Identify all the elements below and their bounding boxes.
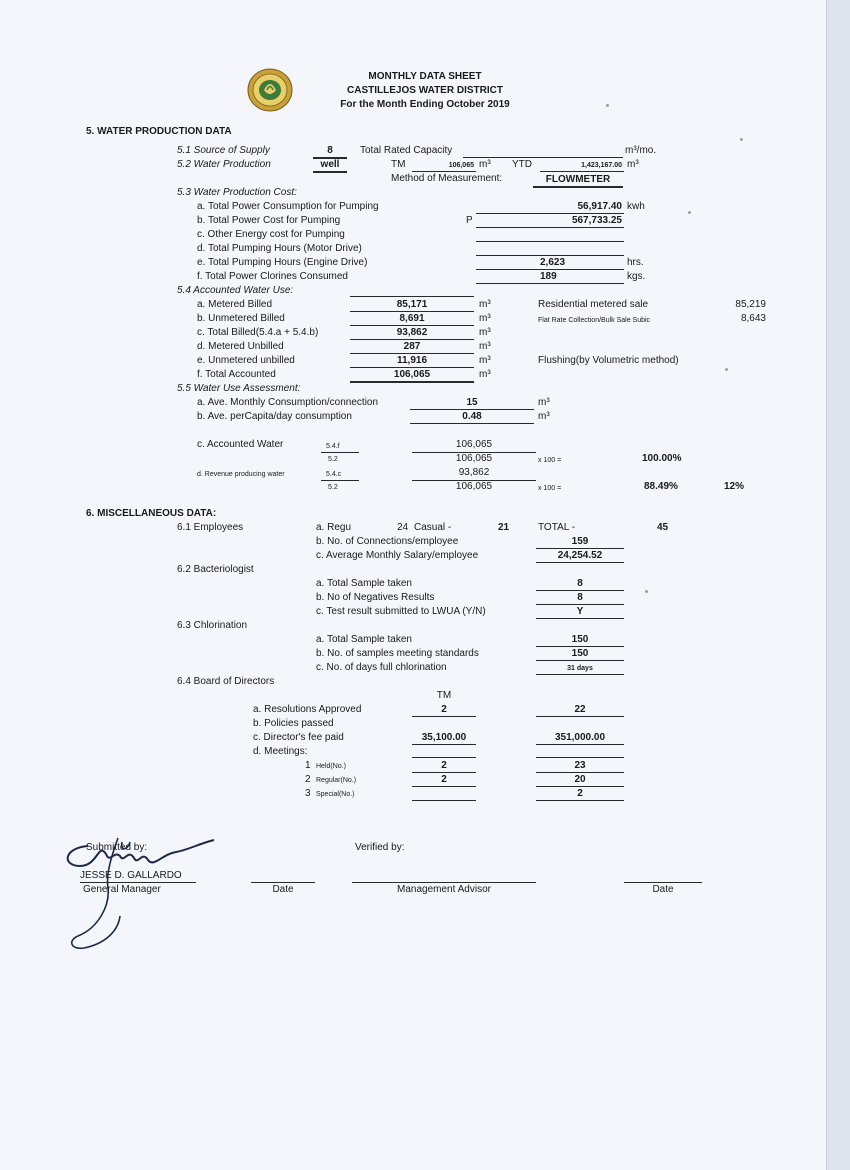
underline — [476, 269, 624, 270]
meeting-ytd: 20 — [574, 774, 586, 785]
meetings-label: d. Meetings: — [253, 746, 308, 757]
residential-value: 85,219 — [735, 299, 766, 310]
bact-row-label: b. No of Negatives Results — [316, 592, 435, 603]
accounted-den: 106,065 — [455, 453, 493, 464]
cost-item: e. Total Pumping Hours (Engine Drive) — [197, 257, 368, 268]
underline — [540, 171, 624, 172]
underline — [313, 171, 347, 173]
accounted-num: 106,065 — [455, 439, 493, 450]
meeting-tm: 2 — [441, 774, 447, 785]
advisor-line — [352, 882, 536, 883]
use-row-unit: m³ — [479, 369, 491, 380]
underline — [476, 241, 624, 242]
district-seal-logo — [247, 68, 293, 112]
signatory-position: General Manager — [83, 884, 161, 895]
period: For the Month Ending October 2019 — [340, 99, 510, 110]
underline — [476, 227, 624, 228]
use-row-value: 106,065 — [393, 369, 431, 380]
signature-line — [80, 882, 196, 883]
flat-rate-label: Flat Rate Collection/Bulk Sale Subic — [538, 317, 651, 324]
ytd-value: 1,423,167.00 — [581, 162, 622, 169]
fee-label: c. Director's fee paid — [253, 732, 344, 743]
water-production-source: well — [320, 159, 340, 170]
underline — [412, 171, 476, 172]
chlor-row-label: a. Total Sample taken — [316, 634, 412, 645]
employees-label: 6.1 Employees — [177, 522, 244, 533]
power-unit: kwh — [627, 201, 645, 212]
regular-value: 24 — [397, 522, 409, 533]
accounted-water-label: c. Accounted Water — [197, 439, 284, 450]
underline — [536, 618, 624, 619]
resolutions-ytd: 22 — [574, 704, 586, 715]
tm-label: TM — [391, 159, 406, 170]
fraction-line — [321, 452, 359, 453]
clorine-value: 189 — [540, 271, 557, 282]
underline — [350, 381, 474, 383]
ytd-label: YTD — [512, 159, 532, 170]
underline — [536, 786, 624, 787]
underline — [536, 772, 624, 773]
date-line — [251, 882, 315, 883]
hours-unit: hrs. — [627, 257, 644, 268]
use-row-label: a. Metered Billed — [197, 299, 273, 310]
org-name: CASTILLEJOS WATER DISTRICT — [347, 85, 503, 96]
underline — [350, 367, 474, 368]
times-100: x 100 = — [538, 457, 562, 464]
underline — [412, 716, 476, 717]
scan-speck — [740, 138, 743, 141]
use-row-label: c. Total Billed(5.4.a + 5.4.b) — [197, 327, 319, 338]
bact-row-label: c. Test result submitted to LWUA (Y/N) — [316, 606, 486, 617]
salary-label: c. Average Monthly Salary/employee — [316, 550, 479, 561]
section-6-heading: 6. MISCELLANEOUS DATA: — [86, 508, 217, 519]
ytd-unit: m³ — [627, 159, 639, 170]
board-label: 6.4 Board of Directors — [177, 676, 275, 687]
source-supply-value: 8 — [327, 145, 333, 156]
underline — [536, 744, 624, 745]
underline — [476, 255, 624, 256]
underline — [536, 562, 624, 563]
flat-rate-value: 8,643 — [740, 313, 766, 324]
use-row-unit: m³ — [479, 327, 491, 338]
accounted-use-label: 5.4 Accounted Water Use: — [177, 285, 294, 296]
underline — [536, 604, 624, 605]
ave-cap-value: 0.48 — [462, 411, 482, 422]
policies-label: b. Policies passed — [253, 718, 334, 729]
revenue-den: 106,065 — [455, 481, 493, 492]
chlorination-label: 6.3 Chlorination — [177, 620, 248, 631]
accounted-num-ref: 5.4.f — [326, 443, 340, 450]
power-consumption-value: 56,917.40 — [577, 201, 622, 212]
chlor-row-label: b. No. of samples meeting standards — [316, 648, 479, 659]
resolutions-label: a. Resolutions Approved — [253, 704, 362, 715]
rated-capacity-unit: m³/mo. — [625, 145, 657, 156]
bact-row-value: 8 — [577, 578, 583, 589]
meeting-ytd: 23 — [574, 760, 586, 771]
revenue-num-ref: 5.4.c — [326, 471, 342, 478]
board-tm-head: TM — [436, 690, 452, 701]
scan-speck — [725, 368, 728, 371]
underline — [476, 283, 624, 284]
cost-item: f. Total Power Clorines Consumed — [197, 271, 348, 282]
underline — [410, 409, 534, 410]
connections-value: 159 — [571, 536, 589, 547]
bact-row-label: a. Total Sample taken — [316, 578, 412, 589]
use-row-unit: m³ — [479, 313, 491, 324]
use-assessment-label: 5.5 Water Use Assessment: — [177, 383, 301, 394]
underline — [350, 325, 474, 326]
use-row-label: e. Unmetered unbilled — [197, 355, 295, 366]
underline — [412, 800, 476, 801]
underline — [350, 296, 474, 297]
chlor-row-value: 150 — [571, 648, 589, 659]
underline — [536, 646, 624, 647]
use-row-value: 8,691 — [399, 313, 425, 324]
cost-item: b. Total Power Cost for Pumping — [197, 215, 341, 226]
underline — [412, 744, 476, 745]
submitted-label: Submitted by: — [86, 842, 148, 853]
meeting-ytd: 2 — [577, 788, 583, 799]
power-cost-value: 567,733.25 — [571, 215, 622, 226]
cost-item: d. Total Pumping Hours (Motor Drive) — [197, 243, 362, 254]
ave-cap-label: b. Ave. perCapita/day consumption — [197, 411, 352, 422]
underline — [533, 186, 623, 188]
use-row-value: 85,171 — [396, 299, 428, 310]
ave-conn-unit: m³ — [538, 397, 550, 408]
tm-unit: m³ — [479, 159, 491, 170]
resolutions-tm: 2 — [441, 704, 447, 715]
underline — [536, 716, 624, 717]
use-row-value: 93,862 — [396, 327, 428, 338]
underline — [536, 660, 624, 661]
peso-prefix: P — [466, 215, 473, 226]
total-label: TOTAL - — [538, 522, 576, 533]
nrw-percent: 12% — [724, 481, 745, 492]
cost-item: c. Other Energy cost for Pumping — [197, 229, 345, 240]
underline — [536, 590, 624, 591]
ave-conn-label: a. Ave. Monthly Consumption/connection — [197, 397, 379, 408]
accounted-percent: 100.00% — [642, 453, 682, 464]
underline — [350, 339, 474, 340]
use-row-label: f. Total Accounted — [197, 369, 276, 380]
underline — [536, 674, 624, 675]
meeting-tm: 2 — [441, 760, 447, 771]
underline — [412, 786, 476, 787]
underline — [536, 757, 624, 758]
meeting-label: Regular(No.) — [316, 777, 357, 784]
accounted-den-ref: 5.2 — [328, 456, 338, 463]
clorine-unit: kgs. — [627, 271, 646, 282]
use-row-unit: m³ — [479, 355, 491, 366]
method-label: Method of Measurement: — [391, 173, 503, 184]
use-row-unit: m³ — [479, 299, 491, 310]
revenue-percent: 88.49% — [644, 481, 678, 492]
underline — [536, 548, 624, 549]
use-row-value: 287 — [403, 341, 421, 352]
scanner-edge — [826, 0, 850, 1170]
ave-conn-value: 15 — [466, 397, 478, 408]
section-5-heading: 5. WATER PRODUCTION DATA — [86, 126, 232, 137]
salary-value: 24,254.52 — [557, 550, 603, 561]
use-row-label: b. Unmetered Billed — [197, 313, 285, 324]
cost-item: a. Total Power Consumption for Pumping — [197, 201, 379, 212]
fee-tm: 35,100.00 — [421, 732, 467, 743]
signatory-name: JESSE D. GALLARDO — [80, 870, 182, 881]
verified-label: Verified by: — [355, 842, 405, 853]
use-row-unit: m³ — [479, 341, 491, 352]
connections-label: b. No. of Connections/employee — [316, 536, 459, 547]
meeting-label: Held(No.) — [316, 763, 346, 770]
casual-label: Casual - — [414, 522, 452, 533]
casual-value: 21 — [498, 522, 510, 533]
chlor-row-value: 150 — [571, 634, 589, 645]
fee-ytd: 351,000.00 — [554, 732, 606, 743]
meeting-label: Special(No.) — [316, 791, 355, 798]
underline — [463, 157, 623, 158]
doc-title: MONTHLY DATA SHEET — [368, 71, 482, 82]
times-100: x 100 = — [538, 485, 562, 492]
scan-speck — [645, 590, 648, 593]
use-row-label: d. Metered Unbilled — [197, 341, 284, 352]
underline — [350, 353, 474, 354]
underline — [350, 311, 474, 312]
water-production-label: 5.2 Water Production — [177, 159, 271, 170]
scan-speck — [606, 104, 609, 107]
use-row-value: 11,916 — [396, 355, 428, 366]
chlor-row-value: 31 days — [567, 665, 593, 672]
pumping-hours-value: 2,623 — [540, 257, 566, 268]
scan-speck — [688, 211, 691, 214]
underline — [476, 213, 624, 214]
rated-capacity-label: Total Rated Capacity — [360, 145, 453, 156]
underline — [536, 800, 624, 801]
tm-value: 106,065 — [448, 162, 474, 169]
date-label-1: Date — [272, 884, 294, 895]
ave-cap-unit: m³ — [538, 411, 550, 422]
revenue-den-ref: 5.2 — [328, 484, 338, 491]
production-cost-label: 5.3 Water Production Cost: — [177, 187, 297, 198]
meeting-num: 3 — [305, 788, 311, 799]
meeting-num: 2 — [305, 774, 311, 785]
underline — [410, 423, 534, 424]
bact-row-value: Y — [576, 606, 584, 617]
regular-label: a. Regu — [316, 522, 352, 533]
date-line — [624, 882, 702, 883]
total-value: 45 — [657, 522, 669, 533]
source-supply-label: 5.1 Source of Supply — [177, 145, 270, 156]
date-label-2: Date — [652, 884, 674, 895]
chlor-row-label: c. No. of days full chlorination — [316, 662, 447, 673]
flushing-label: Flushing(by Volumetric method) — [538, 355, 679, 366]
meeting-num: 1 — [305, 760, 311, 771]
revenue-num: 93,862 — [458, 467, 490, 478]
revenue-water-label: d. Revenue producing water — [197, 471, 285, 478]
underline — [412, 757, 476, 758]
method-value: FLOWMETER — [545, 174, 611, 185]
fraction-line — [321, 480, 359, 481]
residential-label: Residential metered sale — [538, 299, 649, 310]
underline — [412, 772, 476, 773]
advisor-label: Management Advisor — [397, 884, 491, 895]
bact-row-value: 8 — [577, 592, 583, 603]
bacteriologist-label: 6.2 Bacteriologist — [177, 564, 254, 575]
